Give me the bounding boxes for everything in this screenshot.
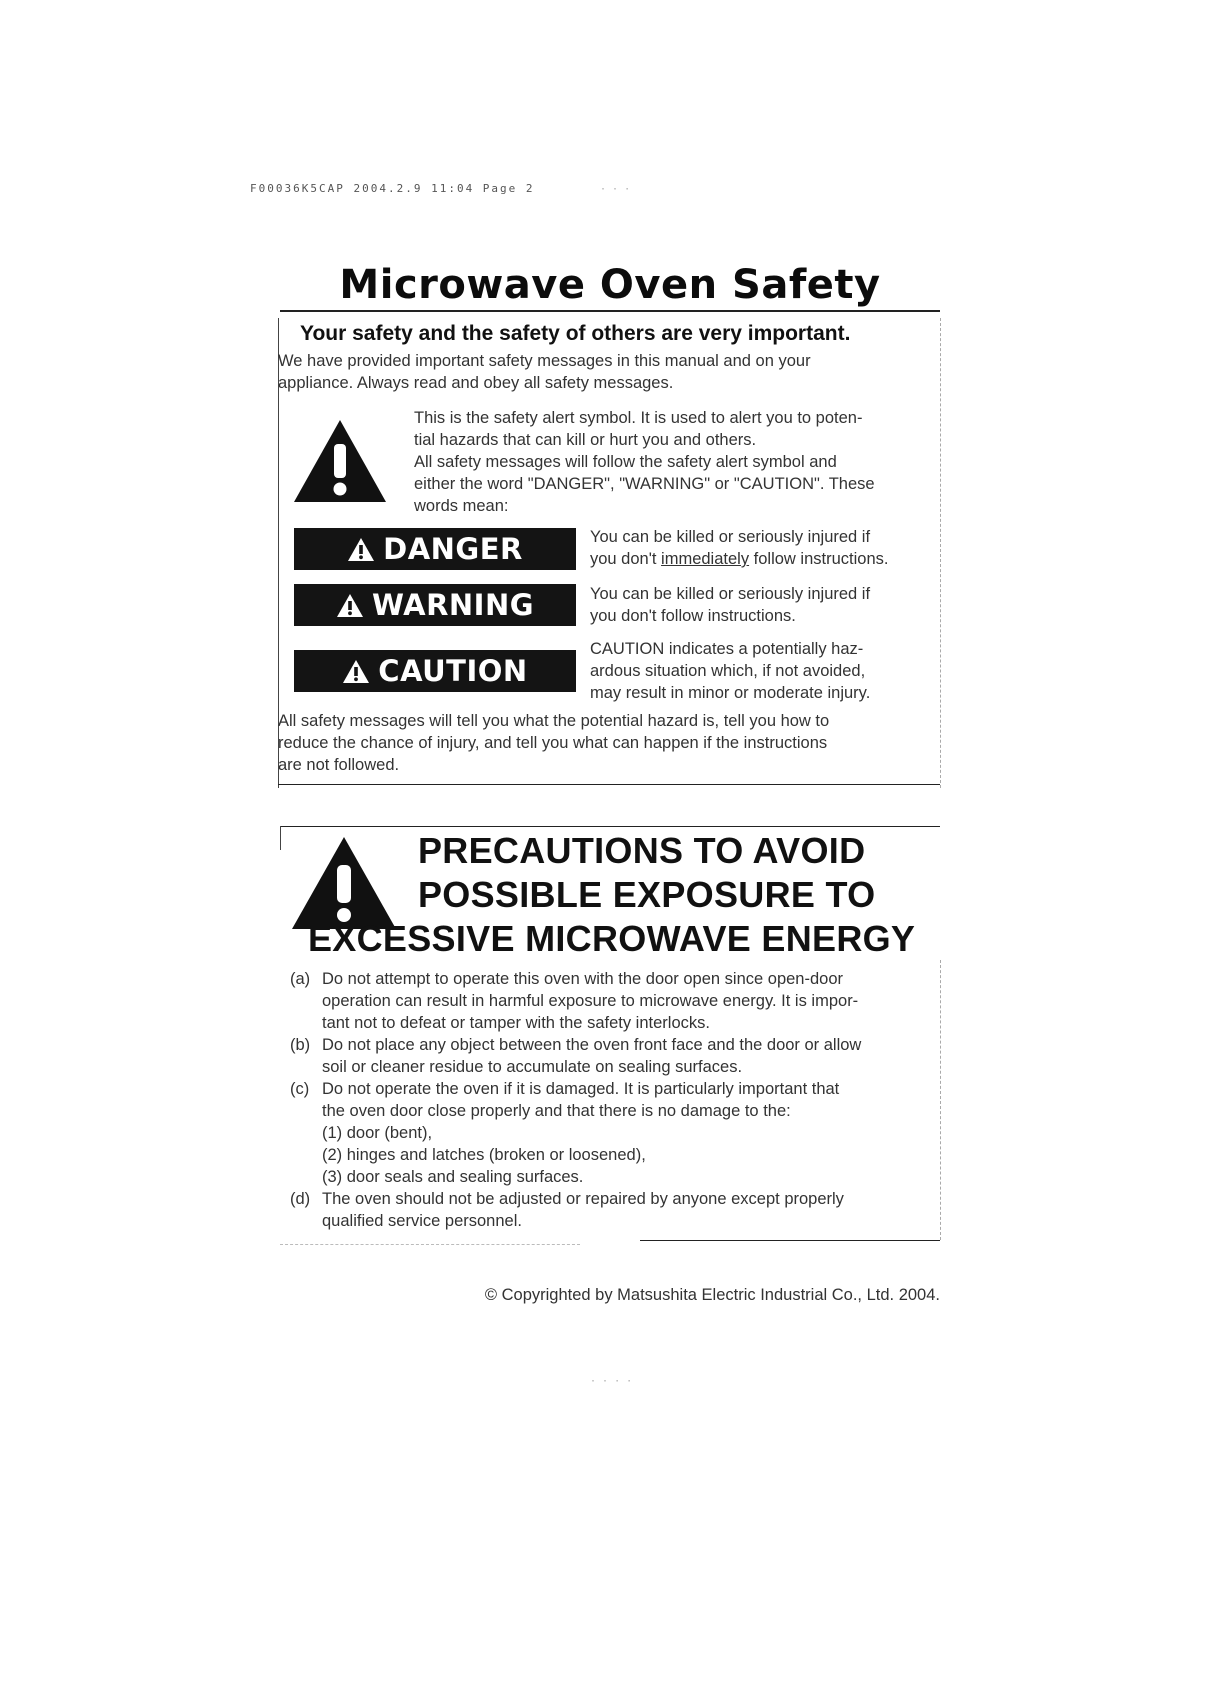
caution-description bbox=[590, 638, 930, 704]
caution-line: may result in minor or moderate injury. bbox=[590, 684, 871, 702]
caution-line: CAUTION indicates a potentially haz- bbox=[590, 640, 864, 658]
sublist-item: (3) door seals and sealing surfaces. bbox=[322, 1168, 584, 1186]
list-item bbox=[290, 968, 940, 1034]
list-item bbox=[290, 1078, 940, 1188]
item-line: the oven door close properly and that there is no damage to the: bbox=[322, 1102, 791, 1120]
item-line: qualified service personnel. bbox=[322, 1212, 522, 1230]
danger-line bbox=[590, 548, 930, 570]
precautions-right-rule bbox=[940, 960, 941, 1240]
warning-line: You can be killed or seriously injured if bbox=[590, 585, 871, 603]
danger-signal-box bbox=[294, 528, 576, 570]
danger-line-post: follow instructions. bbox=[749, 550, 889, 568]
damage-sublist bbox=[322, 1122, 940, 1188]
list-marker: (d) bbox=[290, 1190, 311, 1208]
alert-line: words mean: bbox=[414, 497, 509, 515]
item-line: operation can result in harmful exposure to microwave energy. It is impor- bbox=[322, 992, 859, 1010]
safety-summary bbox=[278, 710, 918, 776]
safety-box-bottom-rule bbox=[278, 784, 940, 785]
precautions-top-rule bbox=[280, 826, 940, 827]
list-item bbox=[290, 1188, 940, 1232]
warning-line: you don't follow instructions. bbox=[590, 607, 796, 625]
warning-triangle-icon bbox=[347, 537, 375, 562]
alert-line: either the word "DANGER", "WARNING" or "CAUTION". These bbox=[414, 475, 875, 493]
safety-intro bbox=[278, 350, 918, 394]
caution-signal-box bbox=[294, 650, 576, 692]
precautions-title-line2: POSSIBLE EXPOSURE TO bbox=[418, 874, 876, 915]
danger-line-pre: you don't bbox=[590, 550, 662, 568]
warning-signal-box bbox=[294, 584, 576, 626]
safety-subheading: Your safety and the safety of others are very important. bbox=[300, 322, 851, 345]
item-line: tant not to defeat or tamper with the safety interlocks. bbox=[322, 1014, 710, 1032]
alert-line: All safety messages will follow the safety alert symbol and bbox=[414, 453, 837, 471]
caution-label: CAUTION bbox=[378, 654, 528, 688]
intro-line: appliance. Always read and obey all safety messages. bbox=[278, 374, 674, 392]
precautions-title-line1: PRECAUTIONS TO AVOID bbox=[418, 830, 866, 871]
scan-specks: · · · · bbox=[590, 1376, 633, 1387]
precautions-bottom-rule bbox=[640, 1240, 940, 1241]
copyright-notice: © Copyrighted by Matsushita Electric Industrial Co., Ltd. 2004. bbox=[484, 1286, 940, 1304]
item-line: Do not attempt to operate this oven with the door open since open-door bbox=[322, 970, 843, 988]
warning-label: WARNING bbox=[371, 588, 535, 622]
precautions-title-line3: EXCESSIVE MICROWAVE ENERGY bbox=[308, 918, 916, 959]
caution-line: ardous situation which, if not avoided, bbox=[590, 662, 866, 680]
item-line: Do not place any object between the oven front face and the door or allow bbox=[322, 1036, 862, 1054]
safety-box-right-rule bbox=[940, 318, 941, 788]
list-item bbox=[290, 1034, 940, 1078]
sublist-item: (2) hinges and latches (broken or loosened), bbox=[322, 1146, 646, 1164]
item-line: The oven should not be adjusted or repaired by anyone except properly bbox=[322, 1190, 844, 1208]
alert-line: tial hazards that can kill or hurt you and others. bbox=[414, 431, 757, 449]
danger-label: DANGER bbox=[383, 532, 523, 566]
warning-triangle-icon bbox=[292, 418, 388, 504]
page-title: Microwave Oven Safety bbox=[339, 262, 881, 308]
scan-header-stamp: F00036K5CAP 2004.2.9 11:04 Page 2 bbox=[250, 182, 535, 195]
warning-description bbox=[590, 583, 930, 627]
precautions-left-tick bbox=[280, 826, 281, 850]
danger-description bbox=[590, 526, 930, 570]
scan-specks: · · · bbox=[600, 184, 631, 195]
sublist-item: (1) door (bent), bbox=[322, 1124, 433, 1142]
warning-triangle-icon bbox=[336, 593, 364, 618]
item-line: Do not operate the oven if it is damaged. It is particularly important that bbox=[322, 1080, 840, 1098]
alert-line: This is the safety alert symbol. It is used to alert you to poten- bbox=[414, 409, 863, 427]
danger-emphasis: immediately bbox=[661, 550, 750, 568]
title-rule bbox=[280, 310, 940, 312]
summary-line: All safety messages will tell you what the potential hazard is, tell you how to bbox=[278, 712, 830, 730]
intro-line: We have provided important safety messages in this manual and on your bbox=[278, 352, 811, 370]
danger-line: You can be killed or seriously injured if bbox=[590, 528, 871, 546]
alert-symbol-explanation bbox=[414, 407, 934, 517]
list-marker: (a) bbox=[290, 970, 311, 988]
list-marker: (c) bbox=[290, 1080, 310, 1098]
warning-triangle-icon bbox=[342, 659, 370, 684]
warning-triangle-icon bbox=[290, 835, 398, 931]
summary-line: reduce the chance of injury, and tell you what can happen if the instructions bbox=[278, 734, 828, 752]
summary-line: are not followed. bbox=[278, 756, 400, 774]
item-line: soil or cleaner residue to accumulate on sealing surfaces. bbox=[322, 1058, 743, 1076]
precautions-list bbox=[290, 968, 940, 1232]
precautions-bottom-rule-faint bbox=[280, 1244, 580, 1245]
list-marker: (b) bbox=[290, 1036, 311, 1054]
